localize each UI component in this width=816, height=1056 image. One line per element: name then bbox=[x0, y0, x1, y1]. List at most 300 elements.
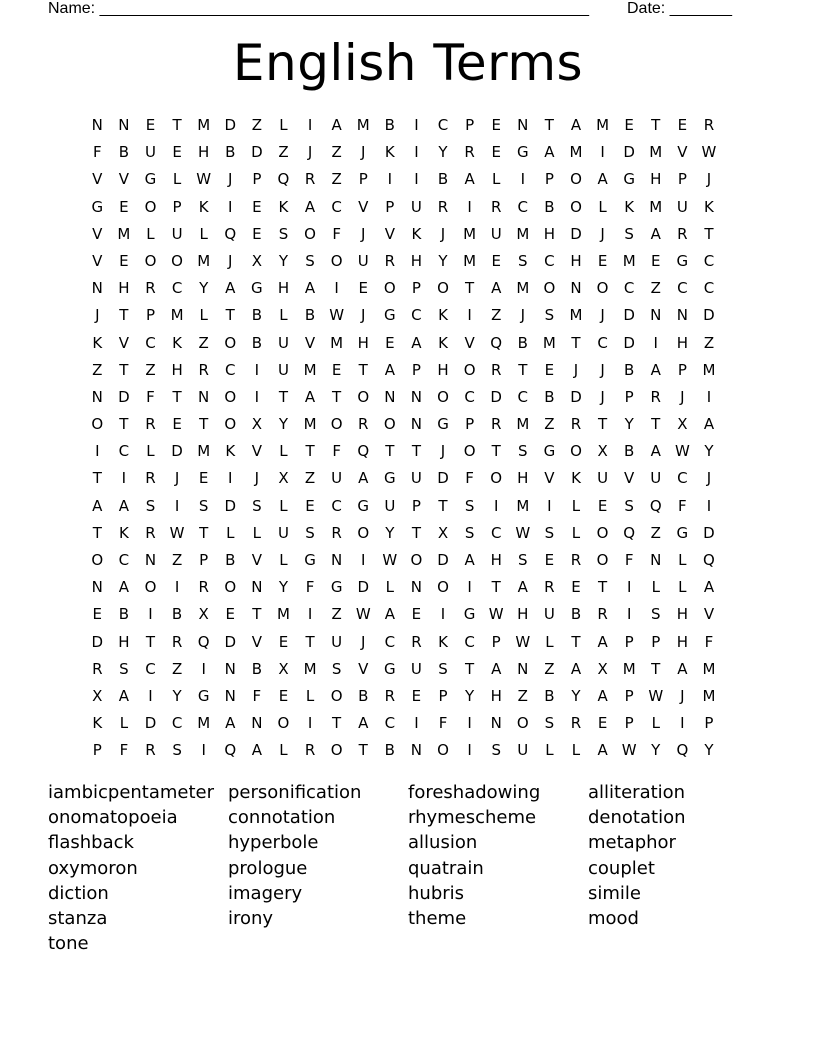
grid-letter: A bbox=[650, 360, 661, 379]
grid-letter: J bbox=[706, 469, 712, 488]
grid-letter: Z bbox=[544, 415, 555, 434]
grid-letter: R bbox=[703, 116, 715, 134]
grid-letter: U bbox=[171, 224, 183, 243]
grid-letter: O bbox=[596, 279, 609, 298]
word-list-item: metaphor bbox=[588, 832, 676, 854]
grid-letter: N bbox=[650, 306, 662, 325]
word-list-item: imagery bbox=[228, 882, 303, 904]
grid-letter: T bbox=[332, 714, 342, 733]
grid-letter: T bbox=[119, 360, 129, 379]
grid-letter: G bbox=[384, 659, 396, 678]
grid-letter: D bbox=[224, 116, 237, 134]
grid-letter: L bbox=[571, 741, 581, 760]
grid-letter: I bbox=[254, 360, 260, 379]
grid-letter: A bbox=[304, 387, 316, 406]
grid-letter: X bbox=[597, 659, 608, 678]
grid-letter: V bbox=[251, 442, 262, 461]
grid-letter: M bbox=[197, 714, 211, 733]
grid-letter: B bbox=[544, 387, 555, 406]
grid-letter: G bbox=[676, 251, 689, 270]
grid-letter: H bbox=[490, 551, 502, 569]
grid-letter: I bbox=[307, 605, 313, 624]
grid-letter: U bbox=[357, 251, 369, 270]
grid-letter: N bbox=[517, 116, 529, 134]
grid-letter: T bbox=[358, 741, 368, 760]
grid-letter: B bbox=[437, 170, 449, 189]
grid-letter: P bbox=[651, 632, 661, 651]
grid-letter: P bbox=[92, 741, 102, 760]
grid-letter: S bbox=[305, 523, 315, 542]
grid-letter: B bbox=[225, 551, 236, 569]
grid-letter: S bbox=[331, 659, 342, 678]
grid-letter: N bbox=[198, 387, 210, 406]
grid-letter: R bbox=[198, 578, 209, 597]
grid-letter: E bbox=[411, 686, 422, 705]
grid-letter: J bbox=[600, 387, 605, 406]
grid-letter: O bbox=[144, 197, 157, 216]
grid-letter: U bbox=[410, 469, 422, 488]
grid-letter: Y bbox=[704, 741, 714, 760]
grid-letter: I bbox=[467, 741, 472, 760]
word-list-item: foreshadowing bbox=[408, 782, 541, 803]
grid-letter: A bbox=[570, 116, 582, 134]
grid-letter: P bbox=[385, 197, 395, 216]
grid-letter: D bbox=[570, 387, 582, 406]
grid-letter: J bbox=[440, 224, 446, 243]
grid-letter: L bbox=[199, 224, 208, 243]
grid-letter: M bbox=[649, 197, 663, 216]
grid-letter: I bbox=[201, 659, 206, 678]
grid-letter: V bbox=[251, 551, 262, 569]
grid-letter: R bbox=[490, 415, 502, 434]
grid-letter: P bbox=[624, 714, 634, 733]
header-fields bbox=[48, 0, 748, 20]
word-list-item: oxymoron bbox=[48, 857, 138, 879]
grid-letter: E bbox=[597, 496, 608, 515]
grid-letter: T bbox=[225, 306, 235, 325]
grid-letter: E bbox=[172, 415, 182, 434]
grid-letter: B bbox=[624, 360, 635, 379]
grid-letter: K bbox=[118, 523, 129, 542]
grid-letter: I bbox=[520, 170, 526, 189]
grid-letter: Z bbox=[517, 686, 528, 705]
grid-letter: T bbox=[172, 387, 182, 406]
grid-letter: H bbox=[437, 360, 449, 379]
grid-letter: Y bbox=[438, 143, 448, 162]
grid-letter: D bbox=[144, 714, 157, 733]
grid-letter: I bbox=[493, 496, 499, 515]
grid-letter: P bbox=[252, 170, 262, 189]
word-list-item: theme bbox=[408, 907, 467, 929]
grid-letter: I bbox=[121, 469, 127, 488]
grid-letter: J bbox=[95, 306, 100, 325]
grid-letter: D bbox=[118, 387, 130, 406]
grid-letter: A bbox=[570, 659, 582, 678]
grid-letter: Z bbox=[145, 360, 156, 379]
grid-letter: A bbox=[118, 496, 130, 515]
grid-letter: M bbox=[303, 415, 317, 434]
grid-letter: R bbox=[490, 360, 502, 379]
grid-letter: A bbox=[251, 741, 262, 760]
grid-letter: U bbox=[331, 632, 343, 651]
grid-letter: U bbox=[676, 197, 688, 216]
grid-letter: L bbox=[651, 578, 660, 597]
grid-letter: I bbox=[361, 551, 366, 569]
grid-letter: B bbox=[358, 686, 369, 705]
grid-letter: T bbox=[651, 415, 661, 434]
grid-letter: K bbox=[438, 306, 448, 325]
grid-letter: O bbox=[224, 415, 237, 434]
grid-letter: D bbox=[357, 578, 370, 597]
grid-letter: D bbox=[703, 306, 715, 325]
grid-letter: A bbox=[677, 659, 688, 678]
grid-letter: C bbox=[517, 387, 529, 406]
grid-letter: J bbox=[228, 251, 233, 270]
grid-letter: V bbox=[384, 224, 395, 243]
grid-letter: T bbox=[411, 442, 421, 461]
grid-letter: Z bbox=[278, 143, 289, 162]
grid-letter: T bbox=[119, 415, 129, 434]
grid-letter: A bbox=[225, 714, 236, 733]
word-list-item: mood bbox=[588, 907, 639, 929]
grid-letter: Q bbox=[703, 551, 715, 569]
grid-letter: O bbox=[330, 415, 343, 434]
grid-letter: J bbox=[254, 469, 260, 488]
grid-letter: R bbox=[464, 143, 475, 162]
grid-letter: Z bbox=[703, 333, 715, 352]
grid-letter: P bbox=[704, 714, 714, 733]
grid-letter: B bbox=[171, 605, 183, 624]
grid-letter: M bbox=[117, 224, 131, 243]
grid-letter: W bbox=[515, 632, 531, 651]
grid-letter: U bbox=[517, 741, 529, 760]
grid-letter: O bbox=[357, 523, 370, 542]
grid-letter: Y bbox=[571, 686, 581, 705]
grid-letter: Y bbox=[278, 251, 289, 270]
grid-letter: N bbox=[91, 116, 103, 134]
grid-letter: P bbox=[465, 116, 475, 134]
grid-letter: T bbox=[651, 116, 661, 134]
grid-letter: F bbox=[92, 143, 102, 162]
grid-letter: N bbox=[224, 659, 236, 678]
grid-letter: M bbox=[622, 659, 636, 678]
grid-letter: X bbox=[92, 686, 103, 705]
grid-letter: I bbox=[467, 714, 472, 733]
grid-letter: P bbox=[411, 496, 421, 515]
grid-letter: H bbox=[410, 251, 423, 270]
word-list-item: alliteration bbox=[588, 782, 686, 803]
grid-letter: G bbox=[144, 170, 157, 189]
grid-letter: U bbox=[277, 333, 289, 352]
grid-letter: Y bbox=[199, 279, 209, 298]
grid-letter: V bbox=[92, 251, 103, 270]
grid-letter: M bbox=[702, 686, 716, 705]
grid-letter: A bbox=[650, 442, 661, 461]
grid-letter: L bbox=[252, 523, 262, 542]
grid-letter: D bbox=[623, 306, 635, 325]
grid-letter: K bbox=[225, 442, 236, 461]
grid-letter: S bbox=[145, 496, 156, 515]
grid-letter: U bbox=[277, 523, 289, 542]
grid-letter: V bbox=[92, 170, 103, 189]
grid-letter: S bbox=[518, 551, 528, 569]
grid-letter: S bbox=[624, 224, 634, 243]
grid-letter: I bbox=[467, 197, 472, 216]
grid-letter: C bbox=[118, 551, 130, 569]
grid-letter: I bbox=[600, 143, 605, 162]
grid-letter: O bbox=[490, 469, 503, 488]
grid-letter: K bbox=[438, 333, 448, 352]
grid-letter: A bbox=[358, 469, 369, 488]
grid-letter: G bbox=[676, 523, 689, 542]
grid-letter: C bbox=[517, 197, 529, 216]
grid-letter: C bbox=[623, 279, 635, 298]
grid-letter: U bbox=[543, 605, 555, 624]
grid-letter: M bbox=[303, 659, 317, 678]
word-list-item: diction bbox=[48, 882, 109, 904]
grid-letter: J bbox=[600, 224, 605, 243]
grid-letter: L bbox=[598, 197, 607, 216]
grid-letter: C bbox=[145, 333, 156, 352]
grid-letter: H bbox=[118, 632, 130, 651]
grid-letter: F bbox=[332, 442, 341, 461]
word-list bbox=[48, 780, 768, 956]
grid-letter: E bbox=[411, 605, 422, 624]
grid-letter: Q bbox=[490, 333, 503, 352]
grid-letter: L bbox=[545, 741, 554, 760]
grid-letter: G bbox=[384, 306, 396, 325]
grid-letter: N bbox=[384, 387, 396, 406]
grid-letter: C bbox=[384, 632, 396, 651]
grid-letter: J bbox=[361, 224, 366, 243]
grid-letter: C bbox=[437, 116, 449, 134]
grid-letter: U bbox=[597, 469, 609, 488]
grid-letter: J bbox=[706, 170, 712, 189]
word-list-item: hyperbole bbox=[228, 832, 319, 854]
grid-letter: M bbox=[649, 143, 663, 162]
grid-letter: Z bbox=[171, 551, 183, 569]
grid-letter: V bbox=[251, 632, 262, 651]
grid-letter: E bbox=[119, 251, 129, 270]
grid-letter: A bbox=[703, 415, 715, 434]
grid-letter: C bbox=[677, 279, 688, 298]
grid-letter: W bbox=[382, 551, 398, 569]
grid-letter: M bbox=[516, 415, 530, 434]
grid-letter: A bbox=[464, 551, 475, 569]
grid-letter: H bbox=[570, 251, 582, 270]
grid-letter: A bbox=[331, 116, 342, 134]
grid-letter: A bbox=[464, 170, 475, 189]
grid-letter: L bbox=[279, 442, 288, 461]
grid-letter: X bbox=[251, 415, 262, 434]
grid-letter: P bbox=[172, 197, 182, 216]
grid-letter: M bbox=[197, 116, 211, 134]
grid-letter: O bbox=[437, 387, 449, 406]
grid-letter: W bbox=[329, 306, 345, 325]
grid-letter: G bbox=[197, 686, 210, 705]
grid-letter: D bbox=[251, 143, 263, 162]
grid-letter: L bbox=[119, 714, 129, 733]
grid-letter: K bbox=[704, 197, 714, 216]
grid-letter: V bbox=[677, 143, 688, 162]
grid-letter: R bbox=[198, 360, 209, 379]
grid-letter: Y bbox=[172, 686, 182, 705]
grid-letter: A bbox=[225, 279, 236, 298]
grid-letter: M bbox=[702, 360, 716, 379]
grid-letter: O bbox=[304, 224, 316, 243]
grid-letter: O bbox=[463, 442, 476, 461]
grid-letter: B bbox=[118, 143, 130, 162]
grid-letter: I bbox=[228, 197, 233, 216]
grid-letter: Q bbox=[676, 741, 689, 760]
grid-letter: Q bbox=[224, 224, 237, 243]
grid-letter: S bbox=[651, 605, 661, 624]
grid-letter: L bbox=[226, 523, 235, 542]
grid-letter: C bbox=[171, 714, 183, 733]
grid-letter: A bbox=[491, 659, 502, 678]
grid-letter: T bbox=[385, 442, 395, 461]
grid-letter: X bbox=[278, 469, 289, 488]
grid-letter: C bbox=[411, 306, 422, 325]
grid-letter: T bbox=[305, 632, 315, 651]
grid-letter: N bbox=[144, 551, 157, 569]
grid-letter: E bbox=[305, 496, 315, 515]
grid-letter: N bbox=[331, 551, 343, 569]
grid-letter: K bbox=[198, 197, 209, 216]
grid-letter: I bbox=[228, 469, 233, 488]
grid-letter: G bbox=[437, 415, 449, 434]
grid-letter: E bbox=[544, 360, 555, 379]
grid-letter: Q bbox=[277, 170, 290, 189]
grid-letter: C bbox=[331, 197, 342, 216]
grid-letter: U bbox=[384, 496, 396, 515]
grid-letter: O bbox=[437, 279, 449, 298]
grid-letter: E bbox=[331, 360, 342, 379]
grid-letter: F bbox=[146, 387, 155, 406]
grid-letter: A bbox=[304, 279, 316, 298]
grid-letter: R bbox=[358, 415, 369, 434]
grid-letter: H bbox=[118, 279, 130, 298]
grid-letter: T bbox=[491, 442, 501, 461]
grid-letter: S bbox=[544, 714, 555, 733]
page-title: English Terms bbox=[232, 34, 584, 92]
grid-letter: E bbox=[624, 116, 634, 134]
grid-letter: I bbox=[547, 496, 552, 515]
grid-letter: D bbox=[171, 442, 183, 461]
grid-letter: O bbox=[543, 279, 556, 298]
grid-letter: H bbox=[650, 170, 662, 189]
grid-letter: G bbox=[357, 496, 370, 515]
grid-letter: Z bbox=[331, 605, 342, 624]
grid-letter: S bbox=[518, 442, 528, 461]
grid-letter: H bbox=[277, 279, 290, 298]
grid-letter: M bbox=[356, 116, 370, 134]
grid-letter: J bbox=[573, 360, 579, 379]
grid-letter: M bbox=[330, 333, 344, 352]
grid-letter: L bbox=[172, 170, 182, 189]
grid-letter: I bbox=[334, 279, 339, 298]
word-list-item: onomatopoeia bbox=[48, 807, 178, 829]
grid-letter: S bbox=[119, 659, 129, 678]
grid-letter: C bbox=[145, 659, 156, 678]
grid-letter: N bbox=[91, 279, 103, 298]
grid-letter: N bbox=[517, 659, 529, 678]
grid-letter: F bbox=[252, 686, 262, 705]
grid-letter: S bbox=[172, 741, 182, 760]
grid-letter: O bbox=[596, 523, 609, 542]
grid-letter: P bbox=[491, 632, 501, 651]
grid-letter: I bbox=[95, 442, 100, 461]
grid-letter: T bbox=[491, 578, 501, 597]
grid-letter: R bbox=[437, 197, 449, 216]
grid-letter: Y bbox=[385, 523, 395, 542]
grid-letter: M bbox=[516, 279, 530, 298]
word-list-item: iambicpentameter bbox=[48, 782, 215, 803]
grid-letter: M bbox=[622, 251, 636, 270]
grid-letter: C bbox=[464, 387, 475, 406]
grid-letter: T bbox=[651, 659, 661, 678]
grid-letter: N bbox=[570, 279, 582, 298]
letter-grid bbox=[84, 112, 722, 765]
grid-letter: E bbox=[145, 116, 156, 134]
grid-letter: F bbox=[305, 578, 315, 597]
grid-letter: F bbox=[704, 632, 714, 651]
grid-letter: R bbox=[650, 387, 661, 406]
grid-letter: P bbox=[199, 551, 209, 569]
grid-letter: E bbox=[358, 279, 368, 298]
grid-letter: S bbox=[544, 306, 555, 325]
grid-letter: R bbox=[597, 605, 608, 624]
grid-letter: X bbox=[198, 605, 209, 624]
grid-letter: H bbox=[676, 605, 688, 624]
grid-letter: V bbox=[304, 333, 316, 352]
grid-letter: R bbox=[384, 686, 396, 705]
grid-letter: V bbox=[358, 197, 369, 216]
grid-letter: E bbox=[491, 251, 501, 270]
grid-letter: Q bbox=[649, 496, 662, 515]
grid-letter: T bbox=[571, 632, 581, 651]
grid-letter: H bbox=[676, 632, 688, 651]
grid-letter: K bbox=[92, 333, 103, 352]
grid-letter: W bbox=[648, 686, 664, 705]
grid-letter: K bbox=[384, 143, 395, 162]
grid-letter: L bbox=[545, 632, 554, 651]
grid-letter: Z bbox=[304, 469, 316, 488]
grid-letter: P bbox=[145, 306, 155, 325]
grid-letter: G bbox=[251, 279, 263, 298]
grid-letter: F bbox=[624, 551, 634, 569]
grid-letter: J bbox=[361, 143, 366, 162]
grid-letter: H bbox=[490, 686, 502, 705]
grid-letter: E bbox=[491, 143, 501, 162]
grid-letter: O bbox=[171, 251, 183, 270]
grid-letter: L bbox=[571, 523, 581, 542]
word-list-item: hubris bbox=[408, 882, 465, 904]
grid-letter: O bbox=[570, 442, 582, 461]
grid-letter: W bbox=[488, 605, 504, 624]
grid-letter: P bbox=[624, 387, 634, 406]
grid-letter: E bbox=[92, 605, 103, 624]
grid-letter: L bbox=[279, 116, 288, 134]
grid-letter: L bbox=[678, 551, 687, 569]
grid-letter: N bbox=[410, 387, 423, 406]
grid-letter: Q bbox=[197, 632, 210, 651]
grid-letter: R bbox=[331, 523, 342, 542]
grid-letter: Q bbox=[224, 741, 237, 760]
grid-letter: R bbox=[411, 632, 422, 651]
grid-letter: N bbox=[650, 551, 662, 569]
grid-letter: R bbox=[304, 741, 316, 760]
